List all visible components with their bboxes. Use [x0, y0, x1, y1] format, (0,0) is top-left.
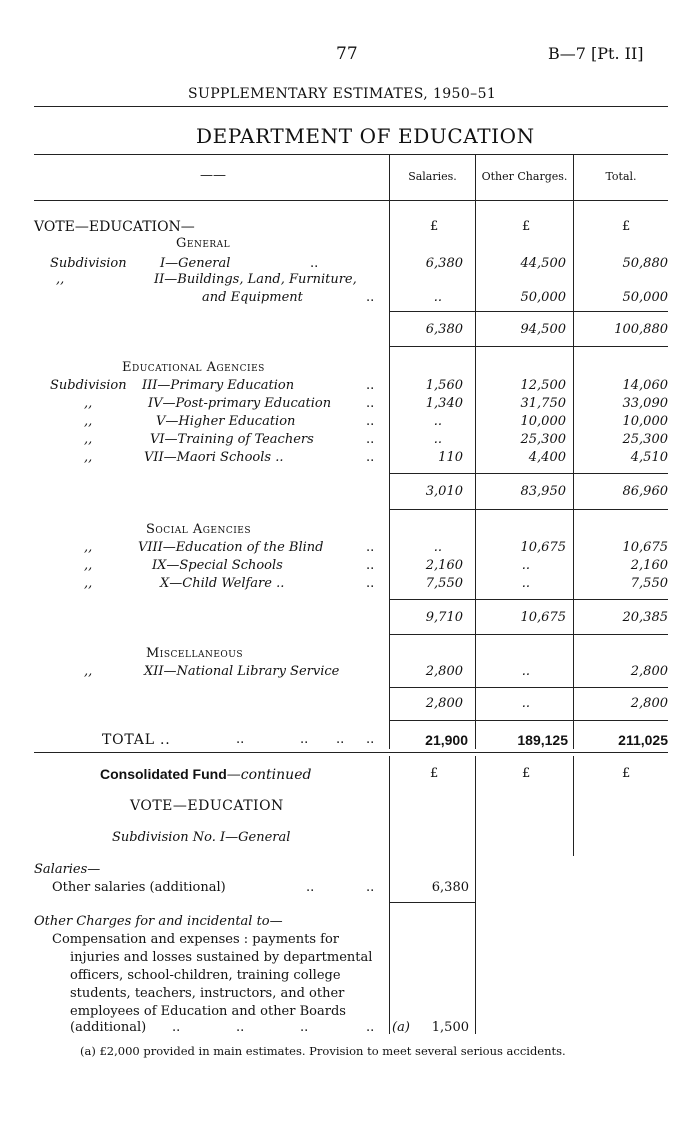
- footnote: (a) £2,000 provided in main estimates. Provision to meet several serious accidents.: [80, 1044, 566, 1058]
- row-leader: ..: [366, 558, 375, 573]
- cell-other: 12,500: [520, 378, 566, 393]
- row-leader: ..: [366, 290, 375, 305]
- total-leader: ..: [336, 732, 345, 747]
- currency-total: £: [622, 219, 631, 234]
- row-prefix: ,,: [84, 432, 93, 447]
- subtotal-rule: [390, 473, 668, 474]
- total-leader: ..: [366, 732, 375, 747]
- other-charges-heading: Other Charges for and incidental to—: [34, 914, 283, 929]
- total-other: 189,125: [517, 732, 568, 748]
- salaries-leader: ..: [366, 880, 375, 895]
- row-leader: ..: [366, 540, 375, 555]
- cell-salaries: 6,380: [425, 256, 463, 271]
- fund-title-italic: —continued: [226, 767, 312, 783]
- row-prefix: ,,: [84, 396, 93, 411]
- row-label: IX—Special Schools: [152, 558, 283, 573]
- subtotal-rule: [390, 634, 668, 635]
- comp-line: (additional): [70, 1020, 147, 1035]
- comp-line: Compensation and expenses : payments for: [52, 932, 339, 947]
- col-head-total: Total.: [605, 170, 637, 183]
- subtotal-other: ..: [521, 696, 530, 711]
- section-general-heading: General: [176, 236, 231, 251]
- cell-other: 25,300: [520, 432, 566, 447]
- row-label: II—Buildings, Land, Furniture,: [154, 272, 357, 287]
- header-rule: [34, 106, 668, 107]
- subtotal-rule: [390, 311, 668, 312]
- cell-total: 14,060: [622, 378, 668, 393]
- cell-salaries: ..: [433, 540, 442, 555]
- subtotal-other: 83,950: [520, 484, 566, 499]
- subtotal-total: 20,385: [622, 610, 668, 625]
- row-prefix: ,,: [84, 450, 93, 465]
- total-total: 211,025: [618, 732, 668, 748]
- cell-other: ..: [521, 576, 530, 591]
- total-salaries: 21,900: [425, 732, 468, 748]
- comp-line: students, teachers, instructors, and other: [70, 986, 345, 1001]
- row-prefix: ,,: [84, 540, 93, 555]
- cell-total: 2,160: [630, 558, 668, 573]
- subtotal-rule: [390, 509, 668, 510]
- row-leader: ..: [366, 414, 375, 429]
- cell-salaries: ..: [433, 432, 442, 447]
- row-leader: ..: [310, 256, 319, 271]
- row-label: IV—Post-primary Education: [148, 396, 332, 411]
- comp-leader: ..: [236, 1020, 245, 1035]
- comp-line: employees of Education and other Boards: [70, 1004, 346, 1019]
- cell-salaries: 2,800: [425, 664, 463, 679]
- fund-subdivision: Subdivision No. I—General: [112, 830, 291, 845]
- cell-salaries: 110: [438, 450, 463, 465]
- subtotal-rule: [390, 720, 668, 721]
- row-label: III—Primary Education: [142, 378, 295, 393]
- document-reference: B—7 [Pt. II]: [548, 44, 644, 63]
- cell-total: 50,880: [622, 256, 668, 271]
- fund-currency-salaries: £: [430, 766, 439, 781]
- salaries-rule: [390, 902, 476, 903]
- cell-salaries: ..: [433, 290, 442, 305]
- vote-title: VOTE—EDUCATION—: [34, 219, 195, 235]
- row-label: X—Child Welfare ..: [160, 576, 285, 591]
- table-bottom-rule: [34, 752, 668, 753]
- subtotal-other: 10,675: [520, 610, 566, 625]
- stub-head: ——: [200, 168, 226, 183]
- cell-other: 31,750: [520, 396, 566, 411]
- row-label: I—General: [160, 256, 231, 271]
- row-label: VII—Maori Schools ..: [144, 450, 284, 465]
- comp-leader: ..: [300, 1020, 309, 1035]
- cell-salaries: 2,160: [425, 558, 463, 573]
- row-label: VIII—Education of the Blind: [138, 540, 324, 555]
- subtotal-total: 2,800: [630, 696, 668, 711]
- subtotal-other: 94,500: [520, 322, 566, 337]
- subtotal-salaries: 9,710: [425, 610, 463, 625]
- page-number: 77: [336, 44, 358, 64]
- cell-salaries: 7,550: [425, 576, 463, 591]
- comp-amount: 1,500: [431, 1020, 469, 1035]
- cell-salaries: 1,560: [425, 378, 463, 393]
- cell-other: 50,000: [520, 290, 566, 305]
- row-label: XII—National Library Service: [144, 664, 340, 679]
- cell-other: ..: [521, 558, 530, 573]
- total-label: TOTAL ..: [102, 732, 171, 748]
- row-leader: ..: [366, 378, 375, 393]
- row-prefix: ,,: [84, 576, 93, 591]
- subtotal-rule: [390, 687, 668, 688]
- row-label: V—Higher Education: [156, 414, 296, 429]
- total-leader: ..: [300, 732, 309, 747]
- comp-line: officers, school-children, training college: [70, 968, 341, 983]
- col-head-other-charges: Other Charges.: [481, 170, 568, 183]
- section-educational-heading: Educational Agencies: [122, 360, 265, 375]
- cell-total: 33,090: [622, 396, 668, 411]
- fund-currency-total: £: [622, 766, 631, 781]
- comp-leader: ..: [172, 1020, 181, 1035]
- fund-vote-title: VOTE—EDUCATION: [130, 798, 284, 814]
- department-title: DEPARTMENT OF EDUCATION: [196, 124, 535, 148]
- row-prefix: ,,: [84, 414, 93, 429]
- salaries-line: Other salaries (additional): [52, 880, 226, 895]
- subtotal-rule: [390, 599, 668, 600]
- cell-total: 10,675: [622, 540, 668, 555]
- cell-total: 4,510: [630, 450, 668, 465]
- subtotal-total: 86,960: [622, 484, 668, 499]
- row-leader: ..: [366, 576, 375, 591]
- comp-line: injuries and losses sustained by departmental: [70, 950, 373, 965]
- row-prefix: ,,: [56, 272, 65, 287]
- fund-currency-other: £: [522, 766, 531, 781]
- cell-total: 2,800: [630, 664, 668, 679]
- running-title: SUPPLEMENTARY ESTIMATES, 1950–51: [188, 86, 497, 102]
- cell-other: ..: [521, 664, 530, 679]
- section-social-heading: Social Agencies: [146, 522, 252, 537]
- cell-total: 7,550: [630, 576, 668, 591]
- comp-footnote-marker: (a): [392, 1020, 410, 1035]
- cell-total: 25,300: [622, 432, 668, 447]
- fund-divider-1: [389, 756, 390, 1034]
- salaries-heading: Salaries—: [34, 862, 101, 877]
- row-prefix: Subdivision: [50, 378, 127, 393]
- subtotal-rule: [390, 346, 668, 347]
- currency-other: £: [522, 219, 531, 234]
- total-leader: ..: [236, 732, 245, 747]
- row-prefix: ,,: [84, 558, 93, 573]
- cell-total: 50,000: [622, 290, 668, 305]
- fund-divider-3: [573, 756, 574, 856]
- cell-other: 4,400: [528, 450, 566, 465]
- subtotal-total: 100,880: [614, 322, 668, 337]
- currency-salaries: £: [430, 219, 439, 234]
- cell-total: 10,000: [622, 414, 668, 429]
- salaries-leader: ..: [306, 880, 315, 895]
- row-label: VI—Training of Teachers: [150, 432, 314, 447]
- row-prefix: Subdivision: [50, 256, 127, 271]
- row-leader: ..: [366, 450, 375, 465]
- row-leader: ..: [366, 432, 375, 447]
- cell-other: 10,000: [520, 414, 566, 429]
- cell-salaries: 1,340: [425, 396, 463, 411]
- salaries-amount: 6,380: [431, 880, 469, 895]
- fund-title: [100, 766, 311, 783]
- comp-leader: ..: [366, 1020, 375, 1035]
- subtotal-salaries: 6,380: [425, 322, 463, 337]
- subtotal-salaries: 2,800: [425, 696, 463, 711]
- cell-other: 44,500: [520, 256, 566, 271]
- section-misc-heading: Miscellaneous: [146, 646, 244, 661]
- fund-title-bold: Consolidated Fund: [100, 766, 227, 782]
- col-head-salaries: Salaries.: [408, 170, 457, 183]
- cell-salaries: ..: [433, 414, 442, 429]
- cell-other: 10,675: [520, 540, 566, 555]
- row-label-continued: and Equipment: [202, 290, 303, 305]
- row-leader: ..: [366, 396, 375, 411]
- row-prefix: ,,: [84, 664, 93, 679]
- fund-divider-2: [475, 756, 476, 1034]
- subtotal-salaries: 3,010: [425, 484, 463, 499]
